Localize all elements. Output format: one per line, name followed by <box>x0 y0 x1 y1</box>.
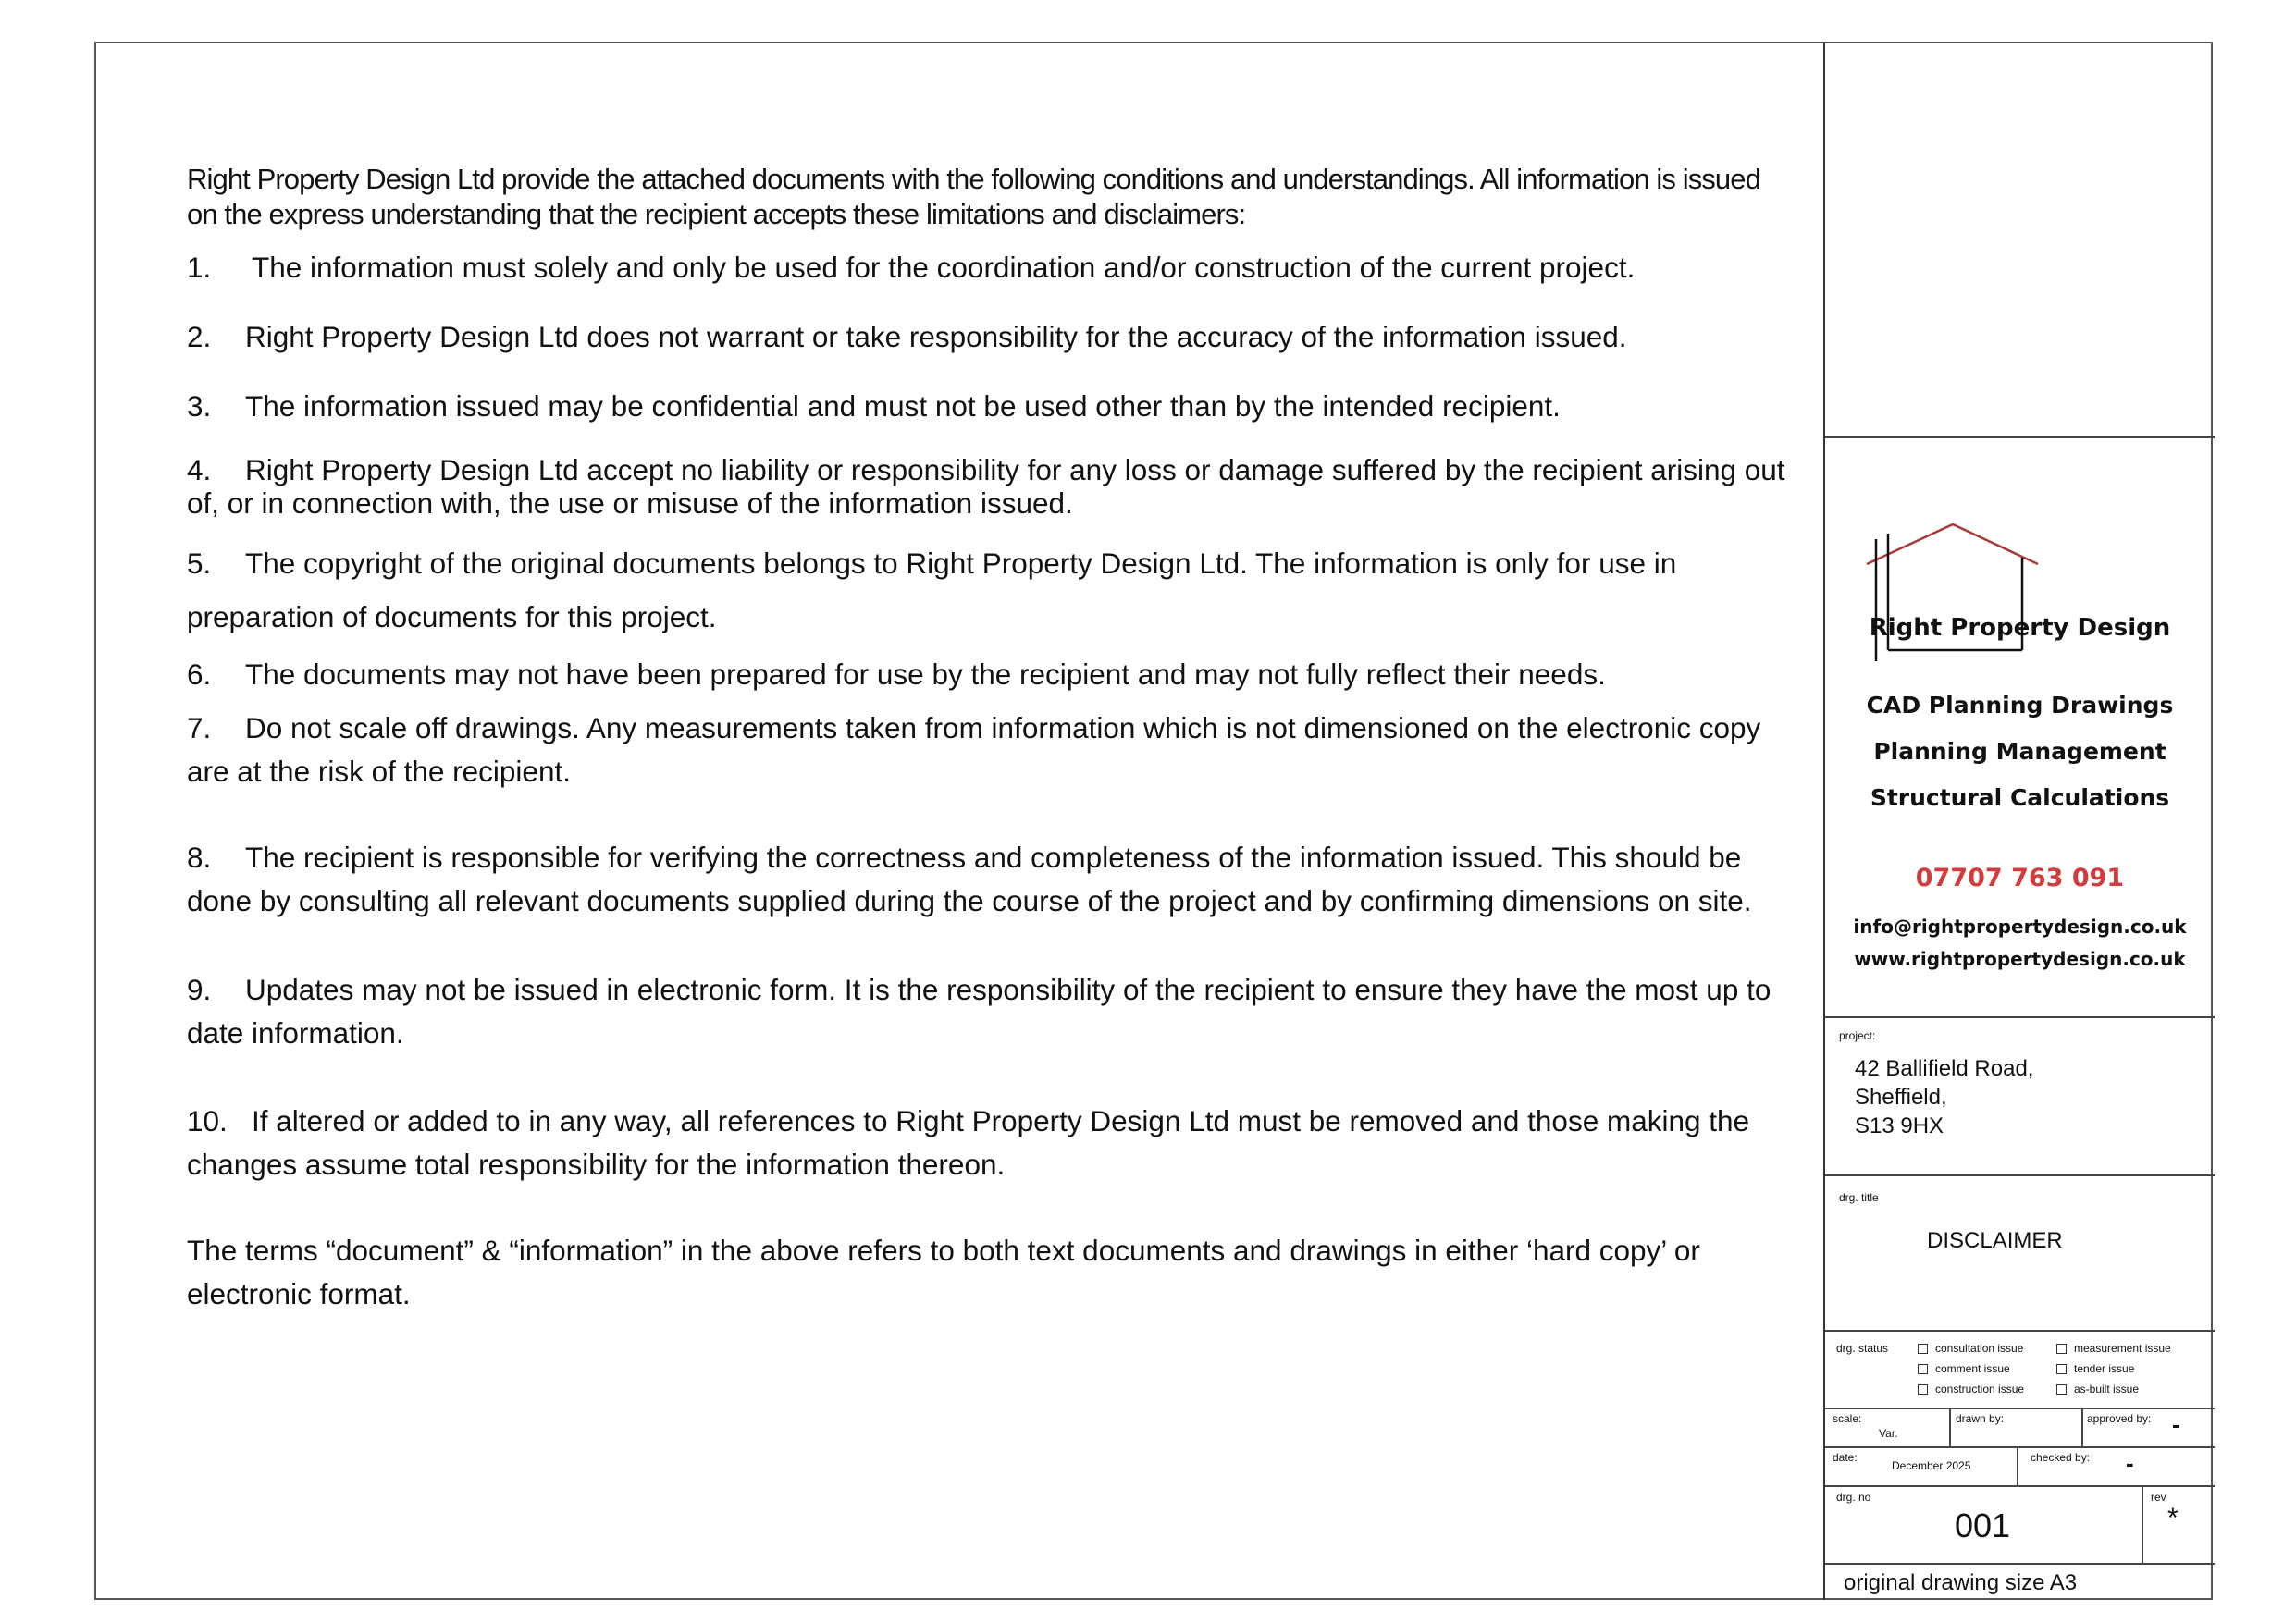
divider <box>1825 1408 2215 1409</box>
divider <box>1825 1563 2215 1565</box>
project-address-line: Sheffield, <box>1855 1085 1947 1110</box>
item-number: 2. <box>187 320 212 353</box>
service-item: Structural Calculations <box>1870 784 2170 811</box>
cell-divider <box>1949 1408 1951 1446</box>
divider <box>1825 436 2215 438</box>
status-option-label: construction issue <box>1935 1383 2025 1396</box>
item-number: 3. <box>187 389 212 423</box>
status-option[interactable] <box>2056 1359 2171 1379</box>
approved-by-value: - <box>2172 1410 2180 1438</box>
drawing-title-label: drg. title <box>1839 1191 1879 1204</box>
divider <box>1825 1016 2215 1018</box>
disclaimer-item <box>187 707 1806 793</box>
disclaimer-intro-block <box>187 162 1796 241</box>
checkbox-icon[interactable] <box>1918 1344 1928 1354</box>
cell-divider <box>2081 1408 2083 1446</box>
status-option[interactable] <box>2056 1338 2171 1359</box>
disclaimer-item <box>187 246 1806 289</box>
status-options-right <box>2056 1338 2171 1399</box>
status-option[interactable] <box>2056 1379 2171 1399</box>
drawn-by-label: drawn by: <box>1956 1412 2005 1425</box>
status-option-label: comment issue <box>1935 1362 2010 1375</box>
disclaimer-item <box>187 1100 1806 1187</box>
date-label: date: <box>1833 1451 1858 1464</box>
item-text: If altered or added to in any way, all references to Right Property Design Ltd must be removed and those making the changes assume total responsibility for the information thereon. <box>187 1104 1750 1181</box>
date-value: December 2025 <box>1892 1459 1971 1472</box>
service-item: Planning Management <box>1873 738 2166 765</box>
divider <box>1825 1174 2215 1176</box>
divider <box>1825 1330 2215 1332</box>
project-address-line: 42 Ballifield Road, <box>1855 1056 2034 1081</box>
status-option-label: as-built issue <box>2074 1383 2140 1396</box>
project-address-line: S13 9HX <box>1855 1113 1944 1138</box>
item-number: 9. <box>187 973 212 1006</box>
status-option-label: tender issue <box>2074 1362 2135 1375</box>
project-label: project: <box>1839 1029 1876 1042</box>
disclaimer-item <box>187 536 1704 644</box>
email-address: info@rightpropertydesign.co.uk <box>1853 916 2187 938</box>
item-text: Do not scale off drawings. Any measurements taken from information which is not dimensioned on the electronic copy are at the risk of the recipient. <box>187 711 1761 788</box>
approved-by-label: approved by: <box>2087 1412 2152 1425</box>
status-option-label: measurement issue <box>2074 1342 2171 1355</box>
cell-divider <box>2017 1446 2018 1485</box>
drawing-number: 001 <box>1955 1506 2011 1544</box>
disclaimer-item <box>187 453 1806 520</box>
item-text: Right Property Design Ltd does not warrant or take responsibility for the accuracy of the information issued. <box>245 320 1627 353</box>
item-number: 8. <box>187 841 212 874</box>
website-url: www.rightpropertydesign.co.uk <box>1854 948 2186 970</box>
checked-by-value: - <box>2126 1449 2134 1477</box>
drawing-title: DISCLAIMER <box>1927 1228 2063 1253</box>
checkbox-icon[interactable] <box>1918 1384 1928 1395</box>
divider <box>1825 1446 2215 1448</box>
item-text: The documents may not have been prepared for use by the recipient and may not fully reflect their needs. <box>245 658 1606 691</box>
item-number: 1. <box>187 251 212 284</box>
cell-divider <box>2142 1485 2143 1563</box>
title-block <box>1823 42 2215 1600</box>
scale-value: Var. <box>1879 1427 1898 1440</box>
project-address <box>1855 1054 2033 1140</box>
status-option[interactable] <box>1918 1359 2024 1379</box>
status-option-label: consultation issue <box>1935 1342 2024 1355</box>
divider <box>1825 1485 2215 1487</box>
item-text: The information must solely and only be used for the coordination and/or construction of the current project. <box>252 251 1636 284</box>
scale-label: scale: <box>1833 1412 1862 1425</box>
item-text: Right Property Design Ltd accept no liability or responsibility for any loss or damage suffered by the recipient arising out of, or in connection with, the use or misuse of the information issued. <box>187 453 1785 520</box>
checkbox-icon[interactable] <box>2056 1364 2067 1374</box>
status-option[interactable] <box>1918 1338 2024 1359</box>
item-number: 6. <box>187 658 212 691</box>
item-text: The information issued may be confidential and must not be used other than by the intended recipient. <box>245 389 1561 423</box>
checkbox-icon[interactable] <box>2056 1384 2067 1395</box>
item-number: 4. <box>187 453 212 486</box>
company-name: Right Property Design <box>1869 614 2171 642</box>
disclaimer-item <box>187 385 1806 428</box>
disclaimer-item <box>187 653 1806 696</box>
phone-number: 07707 763 091 <box>1915 864 2125 892</box>
disclaimer-item <box>187 968 1806 1055</box>
checkbox-icon[interactable] <box>2056 1344 2067 1354</box>
item-number: 5. <box>187 547 212 580</box>
status-options-left <box>1918 1338 2024 1399</box>
original-size-note: original drawing size A3 <box>1844 1570 2078 1595</box>
checkbox-icon[interactable] <box>1918 1364 1928 1374</box>
disclaimer-item <box>187 315 1806 359</box>
drawing-status-label: drg. status <box>1836 1342 1889 1355</box>
item-number: 7. <box>187 711 212 744</box>
disclaimer-item <box>187 836 1806 923</box>
disclaimer-footer: The terms “document” & “information” in the above refers to both text documents and drawings in either ‘hard copy’ or electronic format. <box>187 1234 1700 1310</box>
disclaimer-intro: Right Property Design Ltd provide the attached documents with the following conditions and understandings. All information is issued on the express understanding that the recipient accepts these limitations and disclaimers: <box>187 163 1760 230</box>
item-text: The recipient is responsible for verifying the correctness and completeness of the information issued. This should be done by consulting all relevant documents supplied during the course of the project and by confirming dimensions on site. <box>187 841 1752 917</box>
item-text: The copyright of the original documents belongs to Right Property Design Ltd. The information is only for use in preparation of documents for this project. <box>187 547 1677 633</box>
item-number: 10. <box>187 1104 228 1137</box>
item-text: Updates may not be issued in electronic form. It is the responsibility of the recipient to ensure they have the most up to date information. <box>187 973 1771 1050</box>
status-option[interactable] <box>1918 1379 2024 1399</box>
service-item: CAD Planning Drawings <box>1866 692 2174 719</box>
revision-label: rev <box>2151 1491 2166 1504</box>
checked-by-label: checked by: <box>2031 1451 2091 1464</box>
drawing-number-label: drg. no <box>1836 1491 1871 1504</box>
revision-value: * <box>2167 1503 2179 1533</box>
